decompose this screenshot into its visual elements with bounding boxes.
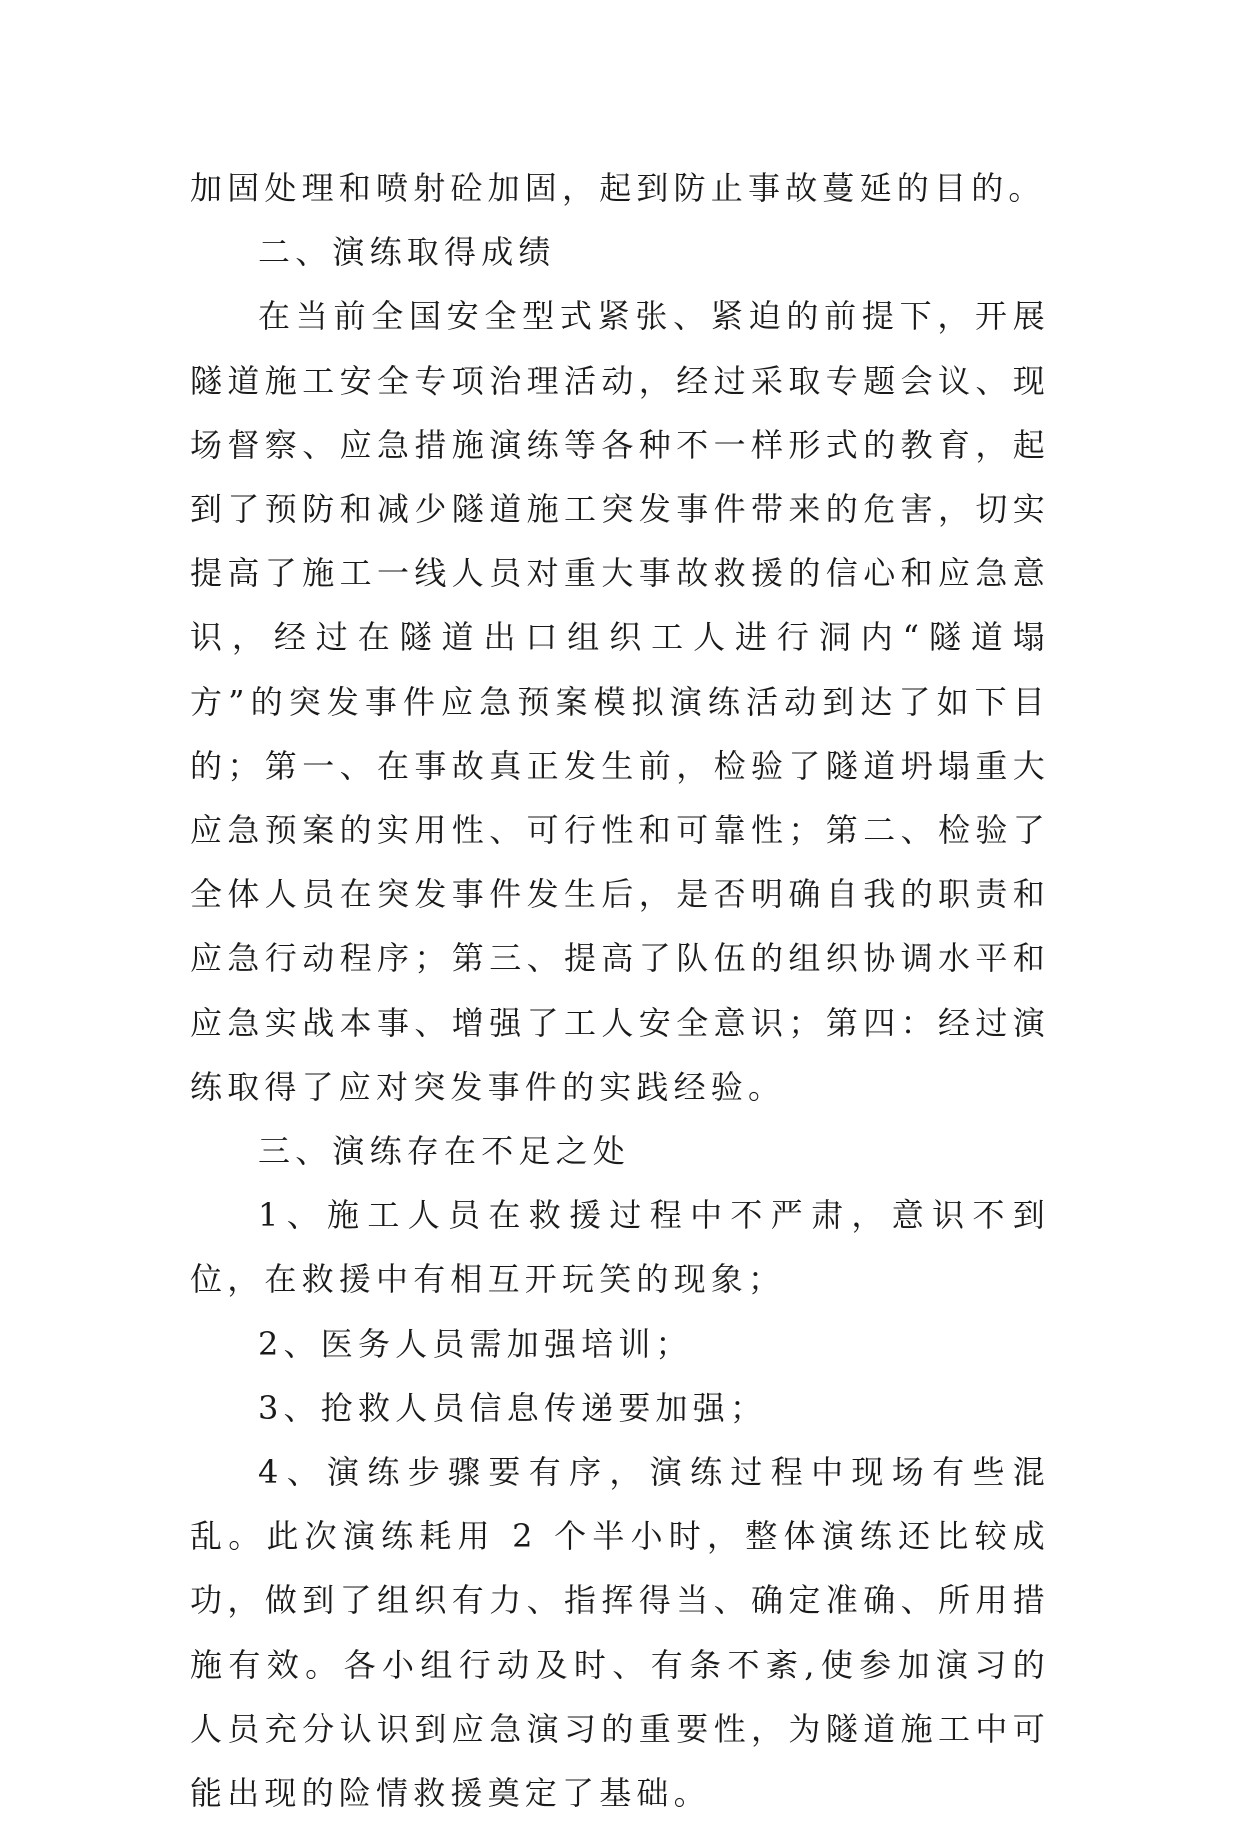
results-paragraph: 在当前全国安全型式紧张、紧迫的前提下，开展隧道施工安全专项治理活动，经过采取专题会议、现场督察、应急措施演练等各种不一样形式的教育，起到了预防和减少隧道施工突发事件带来的危害，切实提高了施工一线人员对重大事故救援的信心和应急意识，经过在隧道出口组织工人进行洞内“隧道塌方”的突发事件应急预案模拟演练活动到达了如下目的；第一、在事故真正发生前，检验了隧道坍塌重大应急预案的实用性、可行性和可靠性；第二、检验了全体人员在突发事件发生后，是否明确自我的职责和应急行动程序；第三、提高了队伍的组织协调水平和应急实战本事、增强了工人安全意识；第四：经过演练取得了应对突发事件的实践经验。 xyxy=(190,297,1050,1106)
shortcoming-item-1: 1、施工人员在救援过程中不严肃，意识不到位，在救援中有相互开玩笑的现象； xyxy=(190,1196,1050,1299)
continuation-paragraph: 加固处理和喷射砼加固，起到防止事故蔓延的目的。 xyxy=(190,169,1046,207)
shortcoming-item-2: 2、医务人员需加强培训； xyxy=(258,1324,693,1363)
shortcoming-item-4: 4、演练步骤要有序，演练过程中现场有些混乱。此次演练耗用 2 个半小时，整体演练还比较成功，做到了组织有力、指挥得当、确定准确、所用措施有效。各小组行动及时、有条不紊,使参加演习的人员充分认识到应急演习的重要性，为隧道施工中可能出现的险情救援奠定了基础。 xyxy=(190,1453,1050,1813)
document-body xyxy=(190,156,1050,1825)
shortcoming-item-3: 3、抢救人员信息传递要加强； xyxy=(258,1388,768,1427)
section-heading-shortcomings: 三、演练存在不足之处 xyxy=(258,1132,631,1171)
section-heading-results: 二、演练取得成绩 xyxy=(258,233,556,272)
